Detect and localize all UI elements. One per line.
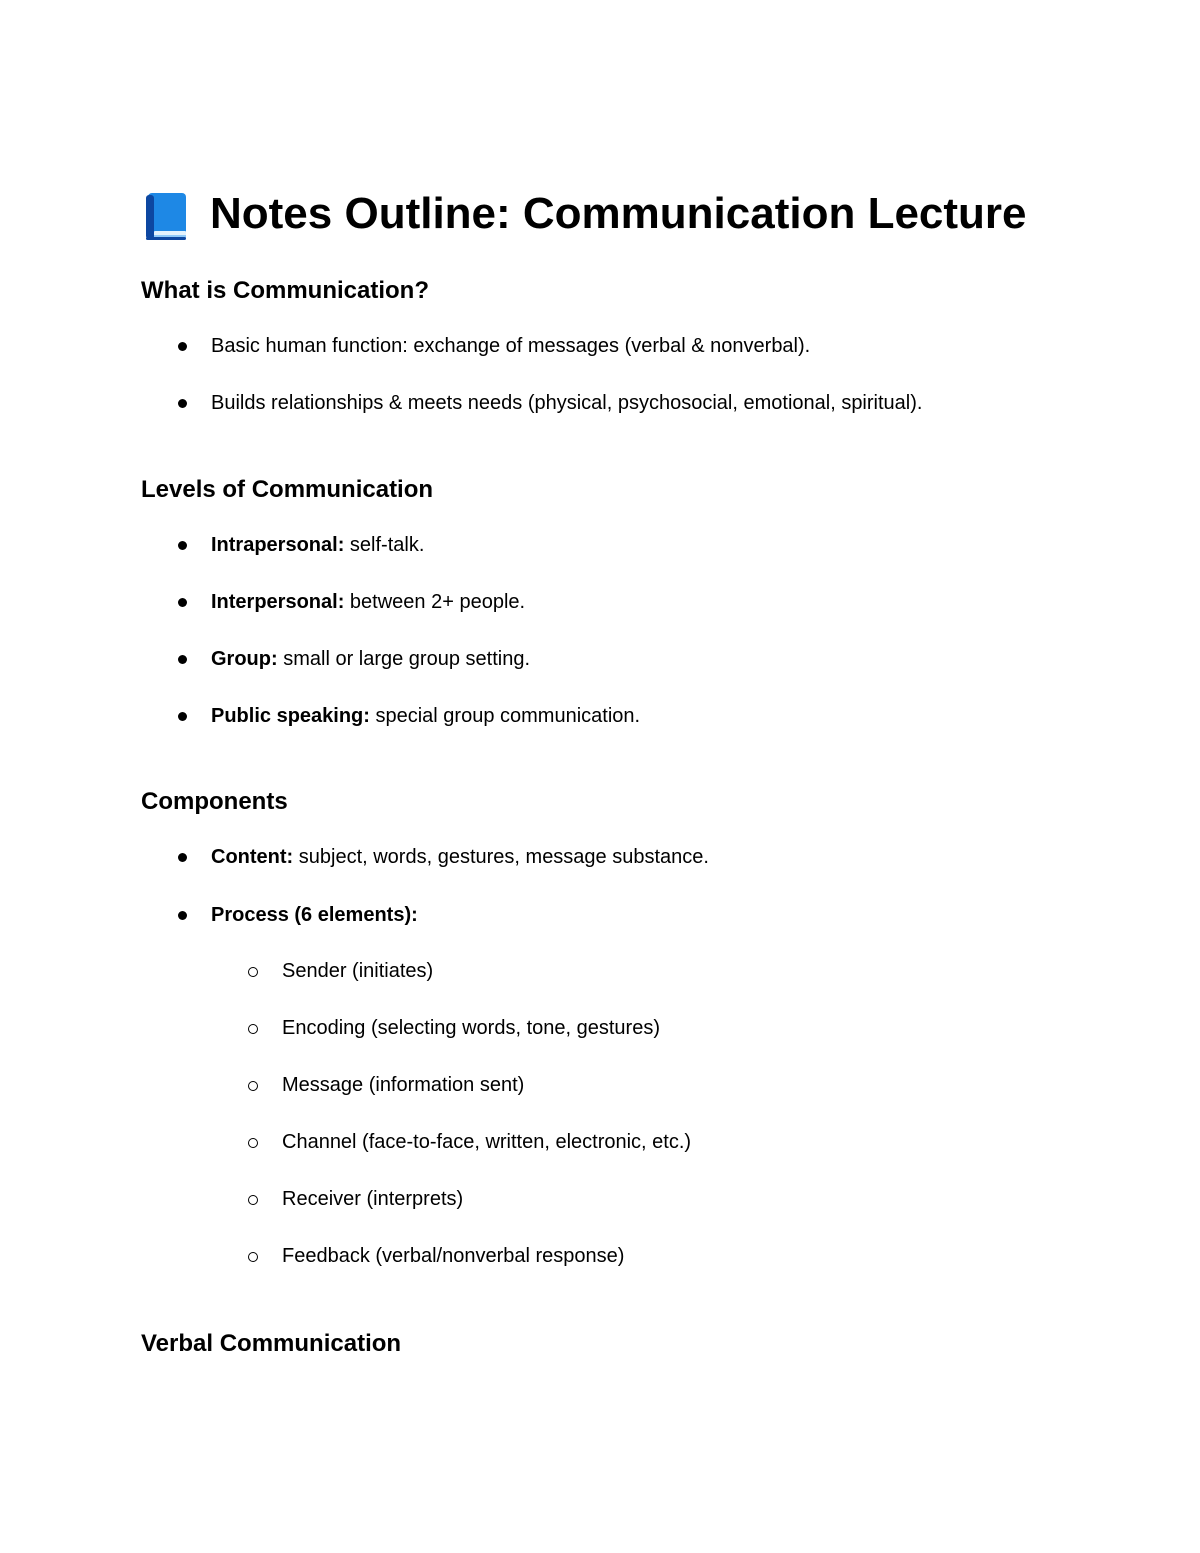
hollow-bullet-icon: [248, 1024, 258, 1034]
hollow-bullet-icon: [248, 1195, 258, 1205]
list-item: Basic human function: exchange of messages (verbal & nonverbal).: [211, 335, 811, 357]
bullet-icon: [178, 541, 187, 550]
hollow-bullet-icon: [248, 1252, 258, 1262]
term-label: Group:: [211, 648, 278, 670]
term-label: Process (6 elements):: [211, 904, 418, 926]
blue-book-icon: [142, 191, 190, 241]
sub-list-item: Feedback (verbal/nonverbal response): [282, 1245, 625, 1267]
list-item: [211, 902, 418, 928]
sub-list-item: Sender (initiates): [282, 960, 434, 982]
bullet-icon: [178, 712, 187, 721]
page-title-text: Notes Outline: Communication Lecture: [210, 189, 1027, 238]
bullet-icon: [178, 342, 187, 351]
hollow-bullet-icon: [248, 967, 258, 977]
list-item: Builds relationships & meets needs (physical, psychosocial, emotional, spiritual).: [211, 392, 923, 414]
term-label: Public speaking:: [211, 705, 370, 727]
section-heading-what-is-communication: What is Communication?: [141, 277, 429, 304]
list-item: [211, 703, 640, 729]
hollow-bullet-icon: [248, 1081, 258, 1091]
bullet-icon: [178, 598, 187, 607]
sub-list-item: Message (information sent): [282, 1074, 525, 1096]
sub-list-item: Channel (face-to-face, written, electronic, etc.): [282, 1131, 692, 1153]
list-item: [211, 532, 424, 558]
bullet-icon: [178, 911, 187, 920]
hollow-bullet-icon: [248, 1138, 258, 1148]
list-item: [211, 844, 709, 870]
term-label: Intrapersonal:: [211, 534, 345, 556]
bullet-icon: [178, 655, 187, 664]
sub-list-item: Encoding (selecting words, tone, gestures): [282, 1017, 660, 1039]
term-description: subject, words, gestures, message substance.: [293, 846, 709, 868]
bullet-icon: [178, 399, 187, 408]
term-description: self-talk.: [344, 534, 425, 556]
section-heading-levels: Levels of Communication: [141, 476, 434, 503]
section-heading-components: Components: [141, 788, 288, 815]
list-item: [211, 589, 525, 615]
bullet-icon: [178, 853, 187, 862]
term-description: small or large group setting.: [277, 648, 530, 670]
term-description: special group communication.: [369, 705, 641, 727]
sub-list-item: Receiver (interprets): [282, 1188, 464, 1210]
term-label: Content:: [211, 846, 294, 868]
list-item: [211, 646, 530, 672]
term-label: Interpersonal:: [211, 591, 345, 613]
page-title: [142, 186, 1027, 242]
term-description: between 2+ people.: [344, 591, 526, 613]
section-heading-verbal: Verbal Communication: [141, 1330, 402, 1357]
